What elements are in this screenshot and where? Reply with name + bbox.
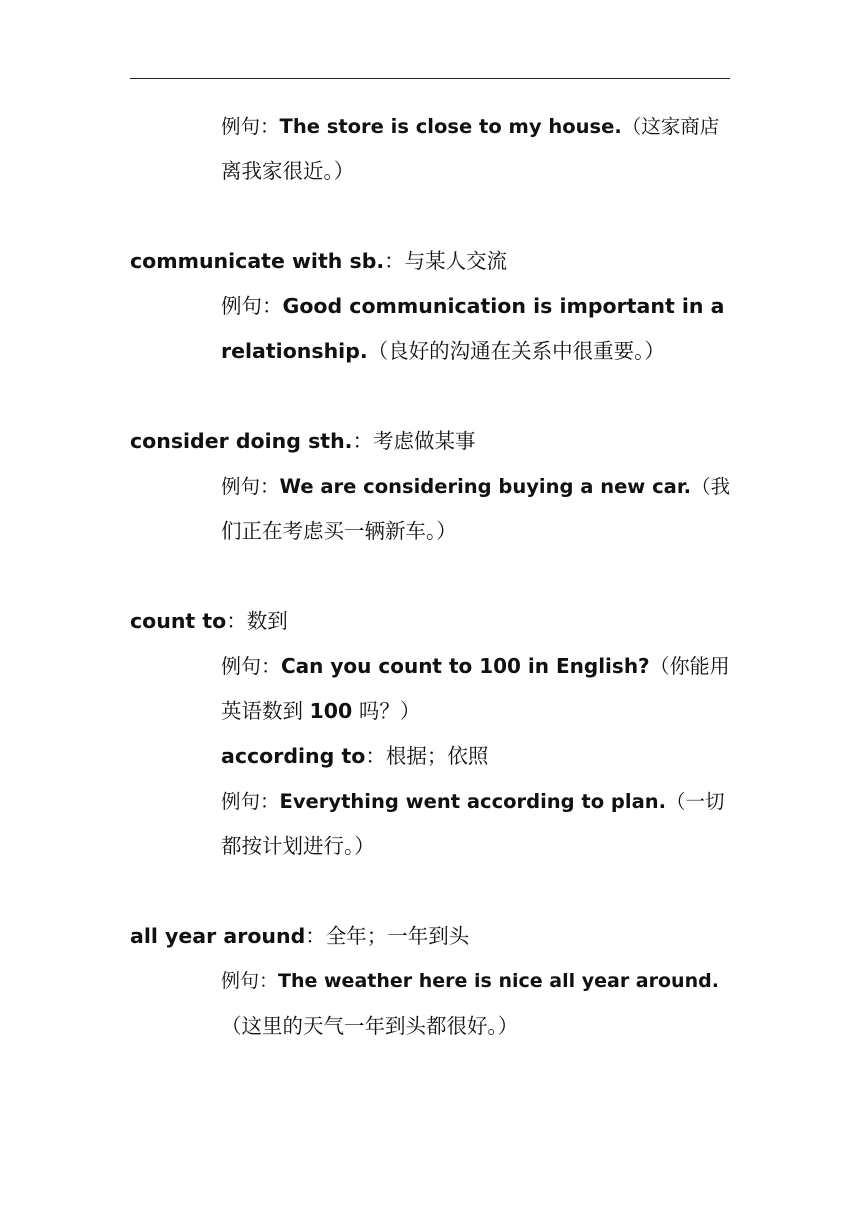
example-line bbox=[130, 284, 730, 329]
example-line bbox=[130, 824, 730, 869]
example-label: 例句： bbox=[221, 115, 280, 138]
example-sentence: Everything went according to plan. bbox=[279, 790, 667, 813]
example-translation: 们正在考虑买一辆新车。） bbox=[221, 519, 457, 543]
vocab-definition: ：与某人交流 bbox=[384, 249, 508, 273]
vocab-entry bbox=[130, 419, 730, 464]
example-label: 例句： bbox=[221, 790, 280, 813]
example-translation: 都按计划进行。） bbox=[221, 834, 375, 858]
example-label: 例句： bbox=[221, 970, 279, 992]
vocab-term: consider doing sth. bbox=[130, 429, 353, 453]
example-translation: 离我家很近。） bbox=[221, 159, 355, 183]
example-translation: 吗？） bbox=[352, 699, 421, 723]
vocab-definition: ：全年；一年到头 bbox=[305, 924, 470, 948]
example-translation: （一切 bbox=[666, 790, 725, 813]
example-line bbox=[130, 689, 730, 734]
vocab-entry bbox=[130, 914, 730, 959]
vocab-definition: ：考虑做某事 bbox=[352, 429, 476, 453]
example-translation: （你能用 bbox=[649, 654, 730, 678]
vocabulary-list bbox=[130, 104, 730, 1049]
example-label: 例句： bbox=[221, 654, 281, 678]
example-sentence: Can you count to 100 in English? bbox=[281, 654, 650, 678]
vocab-term: communicate with sb. bbox=[130, 249, 385, 273]
example-translation: （这里的天气一年到头都很好。） bbox=[221, 1014, 519, 1038]
example-translation: （良好的沟通在关系中很重要。） bbox=[367, 339, 665, 363]
vocab-entry bbox=[130, 734, 730, 779]
example-line bbox=[130, 959, 730, 1004]
example-line bbox=[130, 779, 730, 824]
example-line bbox=[130, 509, 730, 554]
example-translation: （这家商店 bbox=[621, 115, 720, 138]
example-sentence: We are considering buying a new car. bbox=[279, 475, 692, 498]
vocab-entry bbox=[130, 239, 730, 284]
vocab-term: count to bbox=[130, 609, 227, 633]
example-translation: （我 bbox=[691, 475, 731, 498]
example-line bbox=[130, 464, 730, 509]
vocab-term: all year around bbox=[130, 924, 306, 948]
example-label: 例句： bbox=[221, 475, 280, 498]
example-label: 例句： bbox=[221, 294, 283, 318]
example-sentence: The store is close to my house. bbox=[279, 115, 622, 138]
example-sentence: Good communication is important in a bbox=[282, 294, 725, 318]
example-sentence: The weather here is nice all year around. bbox=[278, 970, 719, 992]
example-line bbox=[130, 644, 730, 689]
example-line bbox=[130, 329, 730, 374]
example-line bbox=[130, 149, 730, 194]
vocab-definition: ：数到 bbox=[226, 609, 288, 633]
example-line bbox=[130, 104, 730, 149]
vocab-entry bbox=[130, 599, 730, 644]
example-number: 100 bbox=[309, 699, 353, 723]
example-sentence: relationship. bbox=[221, 339, 368, 363]
vocab-definition: ：根据；依照 bbox=[365, 744, 489, 768]
header-rule bbox=[130, 78, 730, 79]
vocab-term: according to bbox=[221, 744, 366, 768]
example-line bbox=[130, 1004, 730, 1049]
example-translation: 英语数到 bbox=[221, 699, 310, 723]
